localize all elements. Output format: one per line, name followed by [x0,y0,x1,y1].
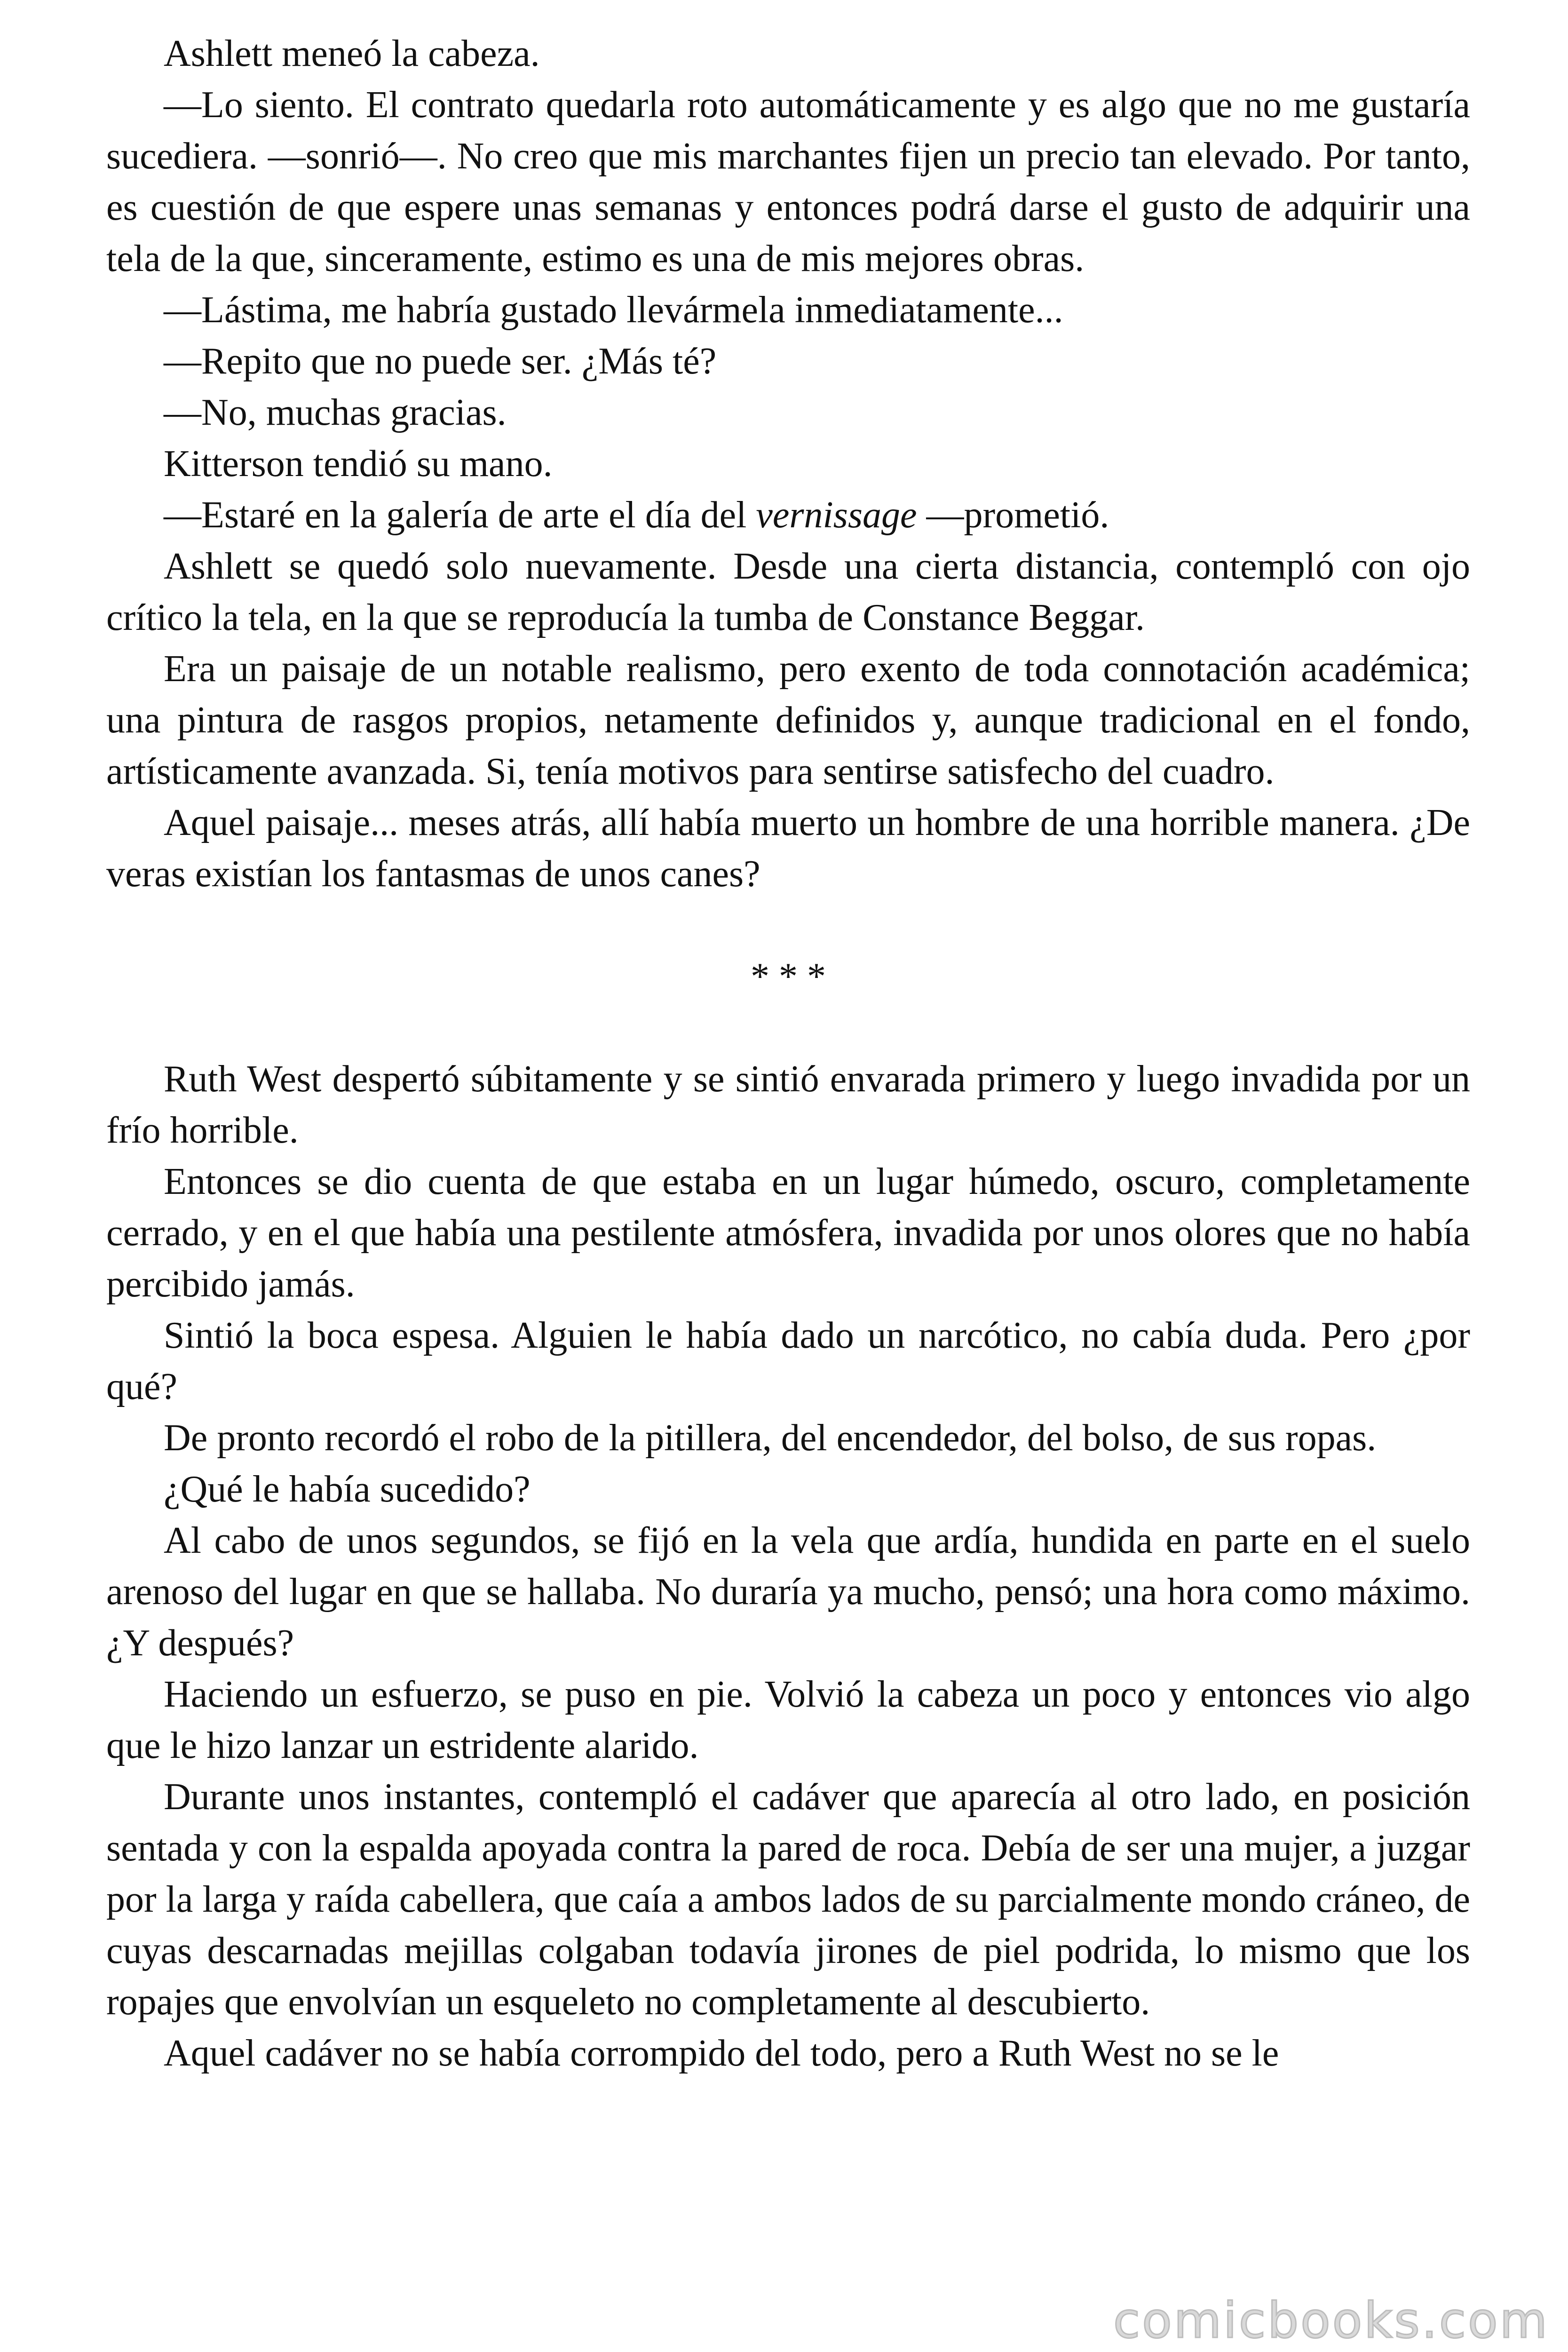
paragraph: —Lo siento. El contrato quedarla roto automáticamente y es algo que no me gustaría sucediera. —sonrió—. No creo que mis marchantes fijen un precio tan elevado. Por tanto, es cuestión de que espere unas semanas y entonces podrá darse el gusto de adquirir una tela de la que, sinceramente, estimo es una de mis mejores obras. [106,84,1470,279]
paragraph: Entonces se dio cuenta de que estaba en un lugar húmedo, oscuro, completamente cerrado, y en el que había una pestilente atmósfera, invadida por unos olores que no había percibido jamás. [106,1161,1470,1305]
paragraph: Aquel cadáver no se había corrompido del todo, pero a Ruth West no se le [164,2033,1279,2074]
paragraph: Sintió la boca espesa. Alguien le había dado un narcótico, no cabía duda. Pero ¿por qué? [106,1315,1470,1407]
paragraph: Ashlett se quedó solo nuevamente. Desde una cierta distancia, contempló con ojo crítico la tela, en la que se reproducía la tumba de Constance Beggar. [106,546,1470,638]
watermark-logo: comicbooks.com [1113,2292,1549,2349]
paragraph: —Lástima, me habría gustado llevármela inmediatamente... [164,289,1063,331]
paragraph: —No, muchas gracias. [164,392,507,433]
paragraph [106,490,1470,541]
book-page [106,28,1470,2079]
paragraph: Era un paisaje de un notable realismo, pero exento de toda connotación académica; una pintura de rasgos propios, netamente definidos y, aunque tradicional en el fondo, artísticamente avanzada. Si, tenía motivos para sentirse satisfecho del cuadro. [106,648,1470,792]
paragraph: Ashlett meneó la cabeza. [164,33,540,74]
paragraph: De pronto recordó el robo de la pitillera, del encendedor, del bolso, de sus ropas. [164,1417,1377,1459]
paragraph: Aquel paisaje... meses atrás, allí había muerto un hombre de una horrible manera. ¿De veras existían los fantasmas de unos canes? [106,802,1470,895]
section-separator: * * * [751,956,826,997]
paragraph: Kitterson tendió su mano. [164,443,553,485]
paragraph: —Repito que no puede ser. ¿Más té? [164,341,717,382]
paragraph-text: —Estaré en la galería de arte el día del [164,494,756,536]
paragraph: ¿Qué le había sucedido? [164,1469,531,1510]
italic-term: vernissage [756,494,917,536]
paragraph: Ruth West despertó súbitamente y se sintió envarada primero y luego invadida por un frío horrible. [106,1058,1470,1151]
paragraph: Haciendo un esfuerzo, se puso en pie. Volvió la cabeza un poco y entonces vio algo que le hizo lanzar un estridente alarido. [106,1674,1470,1766]
paragraph: Al cabo de unos segundos, se fijó en la vela que ardía, hundida en parte en el suelo arenoso del lugar en que se hallaba. No duraría ya mucho, pensó; una hora como máximo. ¿Y después? [106,1520,1470,1664]
paragraph-text: —prometió. [917,494,1109,536]
paragraph: Durante unos instantes, contempló el cadáver que aparecía al otro lado, en posición sentada y con la espalda apoyada contra la pared de roca. Debía de ser una mujer, a juzgar por la larga y raída cabellera, que caía a ambos lados de su parcialmente mondo cráneo, de cuyas descarnadas mejillas colgaban todavía jirones de piel podrida, lo mismo que los ropajes que envolvían un esqueleto no completamente al descubierto. [106,1776,1470,2023]
